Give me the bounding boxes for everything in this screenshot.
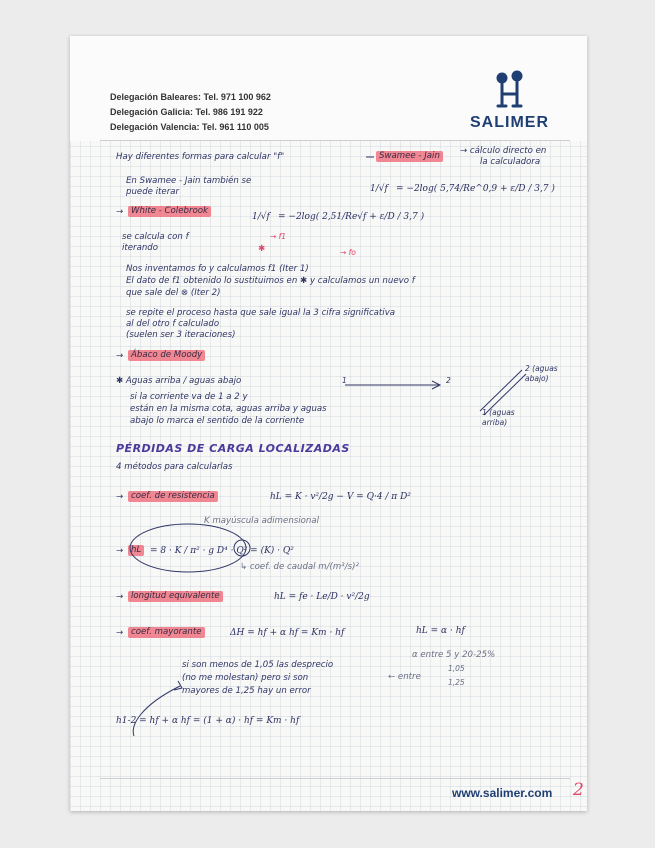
note-threshold-2: (no me molestan) pero si son [182, 673, 309, 683]
section-subtitle: 4 métodos para calcularlas [116, 462, 233, 472]
note-swamee-iter-2: puede iterar [126, 187, 180, 197]
notebook-page [70, 36, 587, 811]
arrow-white: → [116, 207, 124, 217]
diagram-label-upstream: 1 (aguas arriba) [482, 408, 515, 427]
asterisk-mark: ✱ [258, 244, 266, 254]
page-number: 2 [573, 780, 584, 800]
k-circle [234, 540, 250, 556]
highlight-coef-mayorante: coef. mayorante [128, 627, 205, 638]
range-low: 1,05 [448, 664, 465, 673]
arrow-m3: → [116, 592, 124, 602]
swamee-equation: = −2log( 5,74/Re^0,9 + ε/D / 3,7 ) [396, 184, 555, 194]
note-repeat-2: al del otro f calculado [126, 319, 220, 329]
highlight-coef-resistencia: coef. de resistencia [128, 491, 218, 502]
m4-equation-2: hL = α · hf [416, 626, 465, 636]
final-equation: h1-2 = hf + α hf = (1 + α) · hf = Km · hf [116, 716, 300, 726]
m3-equation: hL = fe · Le/D · v²/2g [274, 592, 370, 602]
diagram-label-2: 2 [446, 376, 451, 385]
slope-line-upper [480, 370, 522, 411]
note-iter-3: que sale del ⊗ (Iter 2) [126, 288, 221, 298]
note-intro: Hay diferentes formas para calcular "f" [116, 152, 285, 162]
m4-equation: ΔH = hf + α hf = Km · hf [230, 628, 345, 638]
arrow-m1: → [116, 492, 124, 502]
range-high: 1,25 [448, 678, 465, 687]
slope-line-lower [484, 374, 526, 415]
arrow-m4: → [116, 628, 124, 638]
arrow-m2: → [116, 546, 124, 556]
white-eq-lhs: 1/√f [252, 212, 270, 222]
note-repeat-3: (suelen ser 3 iteraciones) [126, 330, 236, 340]
note-iter-1: Nos inventamos fo y calculamos f1 (Iter 1) [126, 264, 309, 274]
note-flow-1: ✱ Aguas arriba / aguas abajo [116, 376, 242, 386]
footer-divider [100, 778, 570, 779]
ink-drawings [70, 36, 587, 811]
note-calc-2: iterando [122, 243, 159, 253]
note-flow-3: están en la misma cota, aguas arriba y aguas [130, 404, 327, 414]
m2-note: ↳ coef. de caudal m/(m³/s)² [240, 562, 359, 572]
curve-arrow [133, 686, 180, 736]
mark-f1: → f1 [270, 232, 287, 241]
contact-galicia: Delegación Galicia: Tel. 986 191 922 [110, 107, 263, 117]
highlight-longitud-equivalente: longitud equivalente [128, 591, 223, 602]
m1-equation: hL = K · v²/2g − V = Q·4 / π D² [270, 492, 411, 502]
white-equation: = −2log( 2,51/Re√f + ε/D / 3,7 ) [278, 212, 425, 222]
note-flow-2: si la corriente va de 1 a 2 y [130, 392, 248, 402]
note-threshold-1: si son menos de 1,05 las desprecio [182, 660, 334, 670]
flow-arrow [345, 381, 440, 389]
m1-note: K mayúscula adimensional [204, 516, 320, 526]
mark-fo: → fo [340, 248, 356, 257]
diagram-label-downstream: 2 (aguas abajo) [525, 364, 558, 383]
note-swamee-desc-1: → cálculo directo en [460, 146, 547, 156]
footer-url[interactable]: www.salimer.com [452, 786, 553, 800]
m2-equation: = 8 · K / π² · g D⁴ · Q² = (K) · Q² [150, 546, 294, 556]
note-repeat-1: se repite el proceso hasta que sale igual la 3 cifra significativa [126, 308, 396, 318]
contact-baleares: Delegación Baleares: Tel. 971 100 962 [110, 92, 271, 102]
note-iter-2: El dato de f1 obtenido lo sustituimos en ✱ y calculamos un nuevo f [126, 276, 415, 286]
note-swamee-iter-1: En Swamee - Jain también se [126, 176, 252, 186]
note-swamee-desc-2: la calculadora [480, 157, 541, 167]
note-threshold-3: mayores de 1,25 hay un error [182, 686, 311, 696]
logo-text: SALIMER [470, 114, 549, 131]
contact-valencia: Delegación Valencia: Tel. 961 110 005 [110, 122, 269, 132]
note-flow-4: abajo lo marca el sentido de la corriente [130, 416, 305, 426]
m2-circle [130, 524, 246, 572]
alpha-note: α entre 5 y 20-25% [412, 650, 496, 660]
diagram-label-1: 1 [342, 376, 347, 385]
arrow-moody: → [116, 351, 124, 361]
range-label: ← entre [388, 672, 421, 682]
highlight-hl: hL [128, 545, 144, 556]
note-calc-1: se calcula con f [122, 232, 189, 242]
section-title: PÉRDIDAS DE CARGA LOCALIZADAS [116, 442, 350, 455]
swamee-eq-lhs: 1/√f [370, 184, 388, 194]
highlight-moody: Ábaco de Moody [128, 350, 205, 361]
highlight-white-colebrook: White - Colebrook [128, 206, 211, 217]
highlight-swamee-jain: Swamee - Jain [376, 151, 443, 162]
